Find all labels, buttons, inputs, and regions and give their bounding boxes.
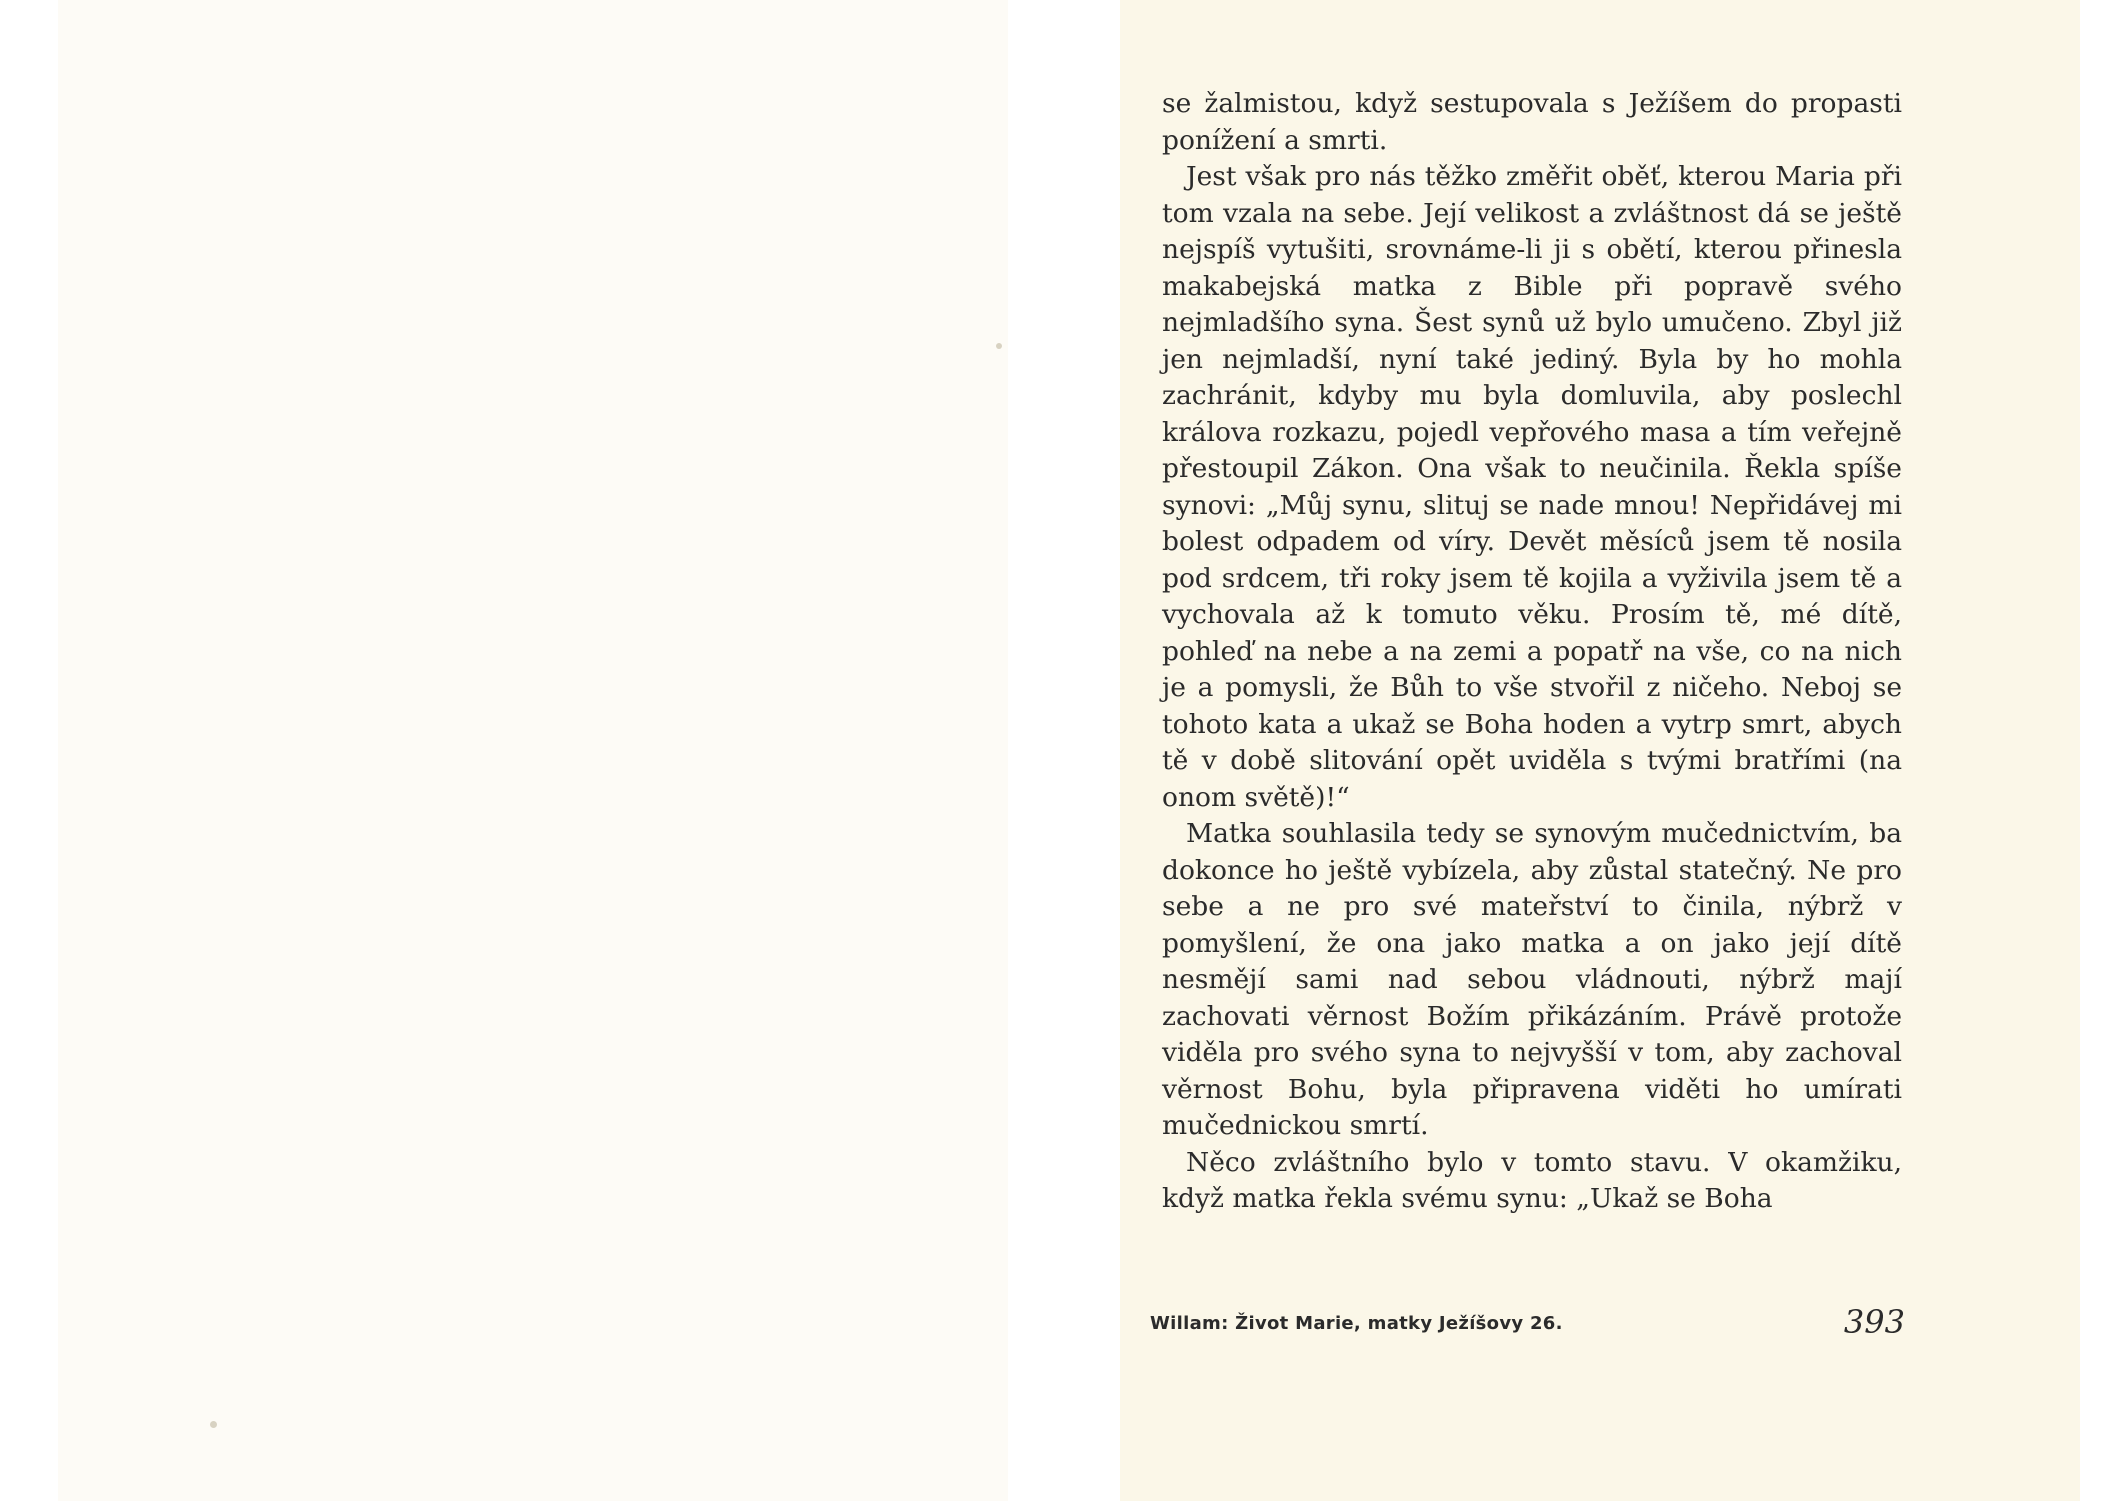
page-number: 393 bbox=[1843, 1303, 1905, 1341]
gutter bbox=[1008, 0, 1120, 1501]
body-text bbox=[1162, 86, 1902, 1218]
left-page-blank bbox=[58, 0, 1008, 1501]
paper-speck bbox=[996, 343, 1002, 349]
paragraph-3: Matka souhlasila tedy se synovým mučednictvím, ba dokonce ho ještě vybízela, aby zůstal statečný. Ne pro sebe a ne pro své mateřství to činila, nýbrž v pomyšlení, že ona jako matka a on jako její dítě nesmějí sami nad sebou vládnouti, nýbrž mají zachovati věrnost Božím přikázáním. Právě protože viděla pro svého syna to nejvyšší v tom, aby zachoval věrnost Bohu, byla připravena viděti ho umírati mučednickou smrtí. bbox=[1162, 818, 1902, 1141]
paragraph-4: Něco zvláštního bylo v tomto stavu. V okamžiku, když matka řekla svému synu: „Ukaž se Boha bbox=[1162, 1146, 1902, 1214]
paragraph-1: se žalmistou, když sestupovala s Ježíšem do propasti ponížení a smrti. bbox=[1162, 88, 1902, 156]
signature-mark: Willam: Život Marie, matky Ježíšovy 26. bbox=[1150, 1313, 1563, 1334]
paper-speck bbox=[210, 1421, 217, 1428]
paragraph-2: Jest však pro nás těžko změřit oběť, kterou Maria při tom vzala na sebe. Její velikost a zvláštnost dá se ještě nejspíš vytušiti, srovnáme-li ji s obětí, kterou přinesla makabejská matka z Bible při popravě svého nejmladšího syna. Šest synů už bylo umučeno. Zbyl již jen nejmladší, nyní také jediný. Byla by ho mohla zachránit, kdyby mu byla domluvila, aby poslechl králova rozkazu, pojedl vepřového masa a tím veřejně přestoupil Zákon. Ona však to neučinila. Řekla spíše synovi: „Můj synu, slituj se nade mnou! Nepřidávej mi bolest odpadem od víry. Devět měsíců jsem tě nosila pod srdcem, tři roky jsem tě kojila a vyživila jsem tě a vychovala až k tomuto věku. Prosím tě, mé dítě, pohleď na nebe a na zemi a popatř na vše, co na nich je a pomysli, že Bůh to vše stvořil z ničeho. Neboj se tohoto kata a ukaž se Boha hoden a vytrp smrt, abych tě v době slitování opět uviděla s tvými bratřími (na onom světě)!“ bbox=[1162, 161, 1902, 813]
